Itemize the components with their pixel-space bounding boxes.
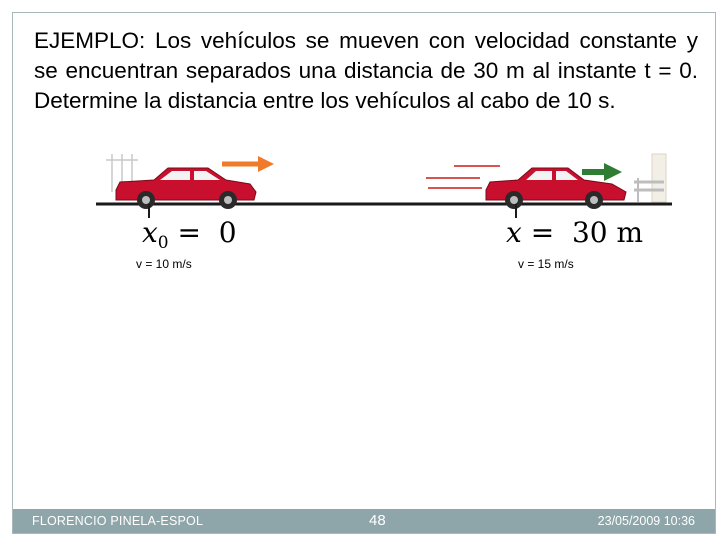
vehicles-figure [86, 152, 672, 274]
building-right-icon [634, 154, 666, 202]
car-1-velocity-arrow [222, 156, 274, 172]
footer-datetime: 23/05/2009 10:36 [597, 514, 695, 528]
vehicles-diagram [86, 152, 672, 274]
car-2-position-rest: = 30 m [521, 216, 644, 249]
car-1-position-label [142, 216, 237, 253]
car-1-position-var: x [142, 216, 158, 249]
slide-footer [13, 509, 715, 533]
car-2-velocity-arrow [582, 163, 622, 181]
car-1-position-rest: = 0 [168, 216, 237, 249]
car-2-speed-label: v = 15 m/s [518, 257, 574, 271]
car-1-position-sub: 0 [157, 233, 169, 253]
footer-page-number: 48 [369, 512, 386, 529]
footer-author: FLORENCIO PINELA-ESPOL [32, 514, 204, 528]
problem-text: EJEMPLO: Los vehículos se mueven con velocidad constante y se encuentran separados una distancia de 30 m al instante t = 0. Determine la distancia entre los vehículos al cabo de 10 s. [34, 28, 698, 113]
car-2-position-label [506, 216, 643, 249]
car-1-speed-label: v = 10 m/s [136, 257, 192, 271]
car-2-position-var: x [506, 216, 522, 249]
